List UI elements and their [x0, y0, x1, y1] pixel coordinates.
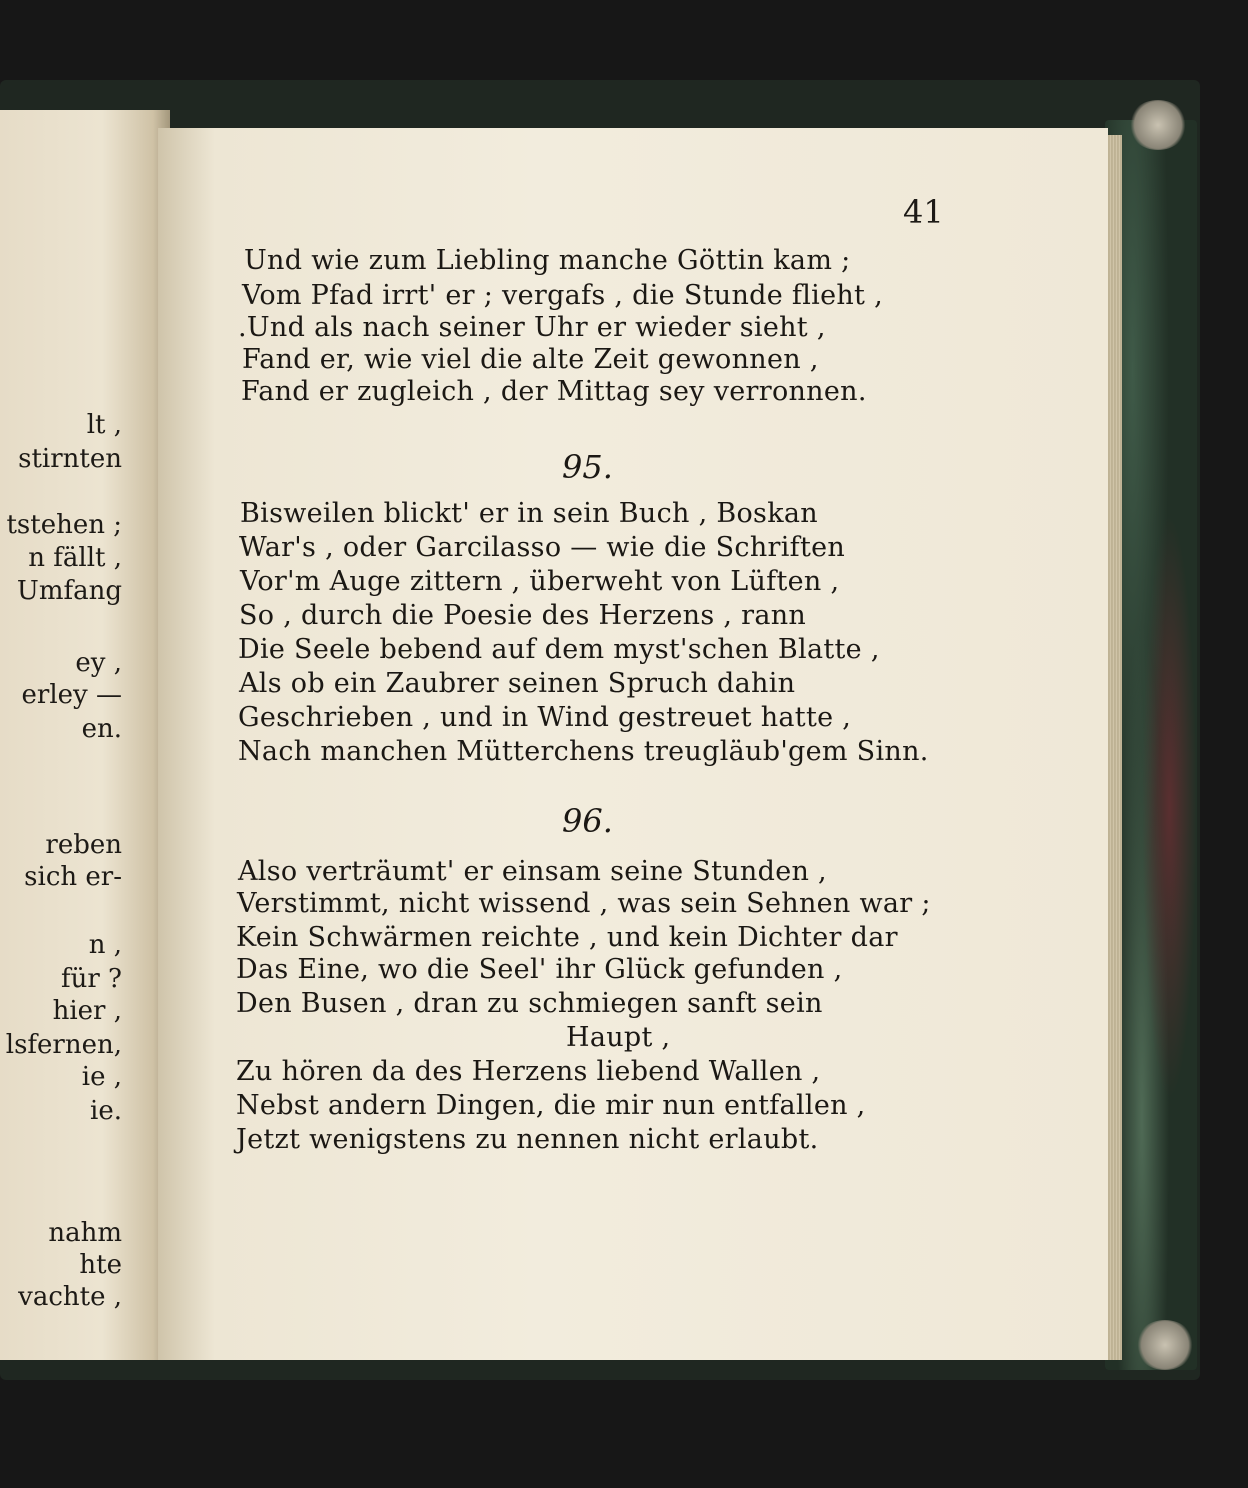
left-line: lt ,	[86, 410, 122, 440]
verse-line: Also verträumt' er einsam seine Stunden ,	[238, 856, 827, 887]
verse-line: Kein Schwärmen reichte , und kein Dichter dar	[236, 922, 898, 953]
verse-line: Vor'm Auge zittern , überweht von Lüften ,	[240, 566, 840, 597]
verse-line: So , durch die Poesie des Herzens , rann	[239, 600, 807, 631]
verse-line: Jetzt wenigstens zu nennen nicht erlaubt.	[236, 1124, 819, 1155]
left-line: hier ,	[52, 996, 122, 1026]
verse-line: Fand er, wie viel die alte Zeit gewonnen ,	[242, 344, 819, 375]
verse-line: Als ob ein Zaubrer seinen Spruch dahin	[239, 668, 796, 699]
left-line: vachte ,	[18, 1282, 122, 1312]
verse-line: Vom Pfad irrt' er ; vergafs , die Stunde flieht ,	[242, 280, 883, 311]
left-line: tstehen ;	[6, 510, 122, 540]
left-line: Umfang	[16, 576, 122, 606]
left-page	[0, 110, 170, 1360]
left-line: ie ,	[81, 1062, 122, 1092]
left-line: erley —	[21, 680, 122, 710]
left-line: hte	[79, 1250, 122, 1280]
verse-line: Verstimmt, nicht wissend , was sein Sehnen war ;	[237, 888, 931, 919]
left-line: ey ,	[75, 648, 122, 678]
verse-line: Bisweilen blickt' er in sein Buch , Boskan	[240, 498, 818, 529]
left-line: en.	[81, 714, 122, 744]
left-line: n ,	[88, 930, 122, 960]
verse-line: Die Seele bebend auf dem myst'schen Blatte ,	[238, 634, 880, 665]
left-line: n fällt ,	[28, 543, 122, 573]
stanza-number-96: 96.	[562, 802, 613, 840]
verse-line: Nach manchen Mütterchens treugläub'gem Sinn.	[238, 736, 929, 767]
cover-corner-top	[1128, 100, 1188, 150]
left-line: lsfernen,	[5, 1030, 122, 1060]
verse-line: Das Eine, wo die Seel' ihr Glück gefunden ,	[236, 954, 843, 985]
verse-line: Den Busen , dran zu schmiegen sanft sein	[236, 988, 823, 1019]
verse-line: Haupt ,	[566, 1022, 671, 1053]
left-line: sich er-	[24, 862, 122, 892]
page-number: 41	[903, 193, 944, 231]
verse-line: War's , oder Garcilasso — wie die Schriften	[239, 532, 846, 563]
verse-line: .Und als nach seiner Uhr er wieder sieht ,	[238, 312, 826, 343]
verse-line: Nebst andern Dingen, die mir nun entfallen ,	[236, 1090, 866, 1121]
verse-line: Und wie zum Liebling manche Göttin kam ;	[244, 245, 851, 276]
left-line: nahm	[48, 1218, 122, 1248]
left-line: ie.	[90, 1096, 122, 1126]
verse-line: Zu hören da des Herzens liebend Wallen ,	[236, 1056, 821, 1087]
left-line: reben	[45, 830, 122, 860]
left-line: für ?	[60, 964, 122, 994]
cover-corner-bottom	[1135, 1320, 1195, 1370]
left-line: stirnten	[18, 444, 122, 474]
verse-line: Fand er zugleich , der Mittag sey verronnen.	[241, 376, 867, 407]
verse-line: Geschrieben , und in Wind gestreuet hatte ,	[238, 702, 852, 733]
stanza-number-95: 95.	[562, 448, 613, 486]
